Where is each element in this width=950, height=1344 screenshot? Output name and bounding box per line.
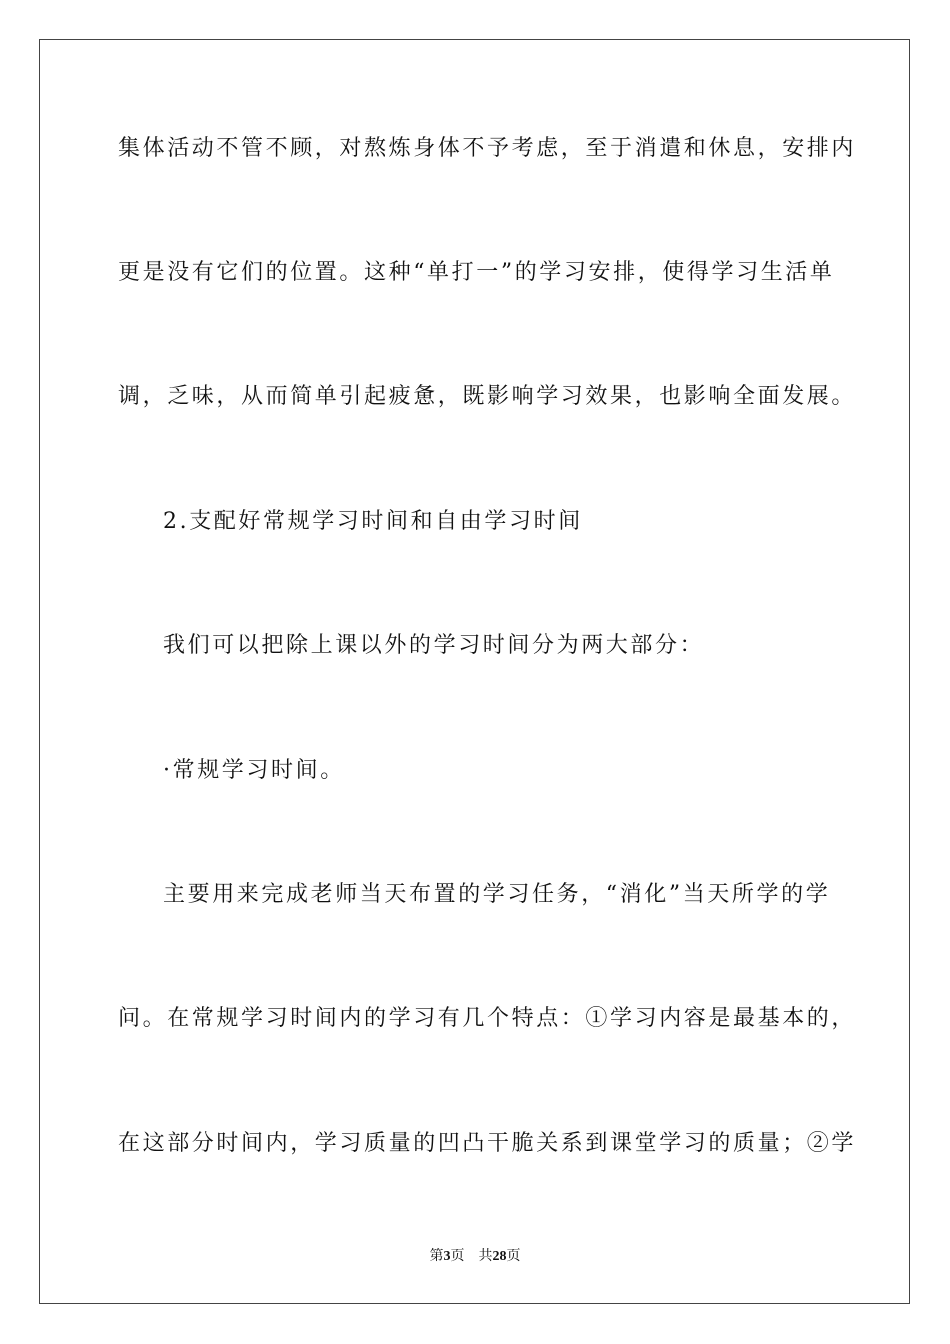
total-suffix: 页 <box>506 1248 521 1264</box>
current-page-number: 3 <box>443 1249 451 1264</box>
bullet-item: ·常规学习时间。 <box>163 758 345 783</box>
paragraph-line: 主要用来完成老师当天布置的学习任务，“消化”当天所学的学 <box>163 882 831 907</box>
page-footer <box>0 1246 950 1267</box>
paragraph-line: 更是没有它们的位置。这种“单打一”的学习安排，使得学习生活单 <box>118 260 835 285</box>
total-prefix: 共 <box>478 1248 493 1264</box>
total-page-count: 28 <box>492 1249 507 1264</box>
page-prefix: 第 <box>429 1248 444 1264</box>
page-suffix: 页 <box>450 1248 465 1264</box>
section-heading: 2.支配好常规学习时间和自由学习时间 <box>163 509 583 534</box>
paragraph-line: 在这部分时间内，学习质量的凹凸干脆关系到课堂学习的质量；②学 <box>118 1131 857 1156</box>
paragraph-line: 我们可以把除上课以外的学习时间分为两大部分： <box>163 633 705 658</box>
page-border <box>39 39 910 1304</box>
paragraph-line: 问。在常规学习时间内的学习有几个特点：①学习内容是最基本的， <box>118 1006 857 1031</box>
paragraph-line: 调，乏味，从而简单引起疲惫，既影响学习效果，也影响全面发展。 <box>118 384 857 409</box>
paragraph-line: 集体活动不管不顾，对熬炼身体不予考虑，至于消遣和休息，安排内 <box>118 136 857 161</box>
